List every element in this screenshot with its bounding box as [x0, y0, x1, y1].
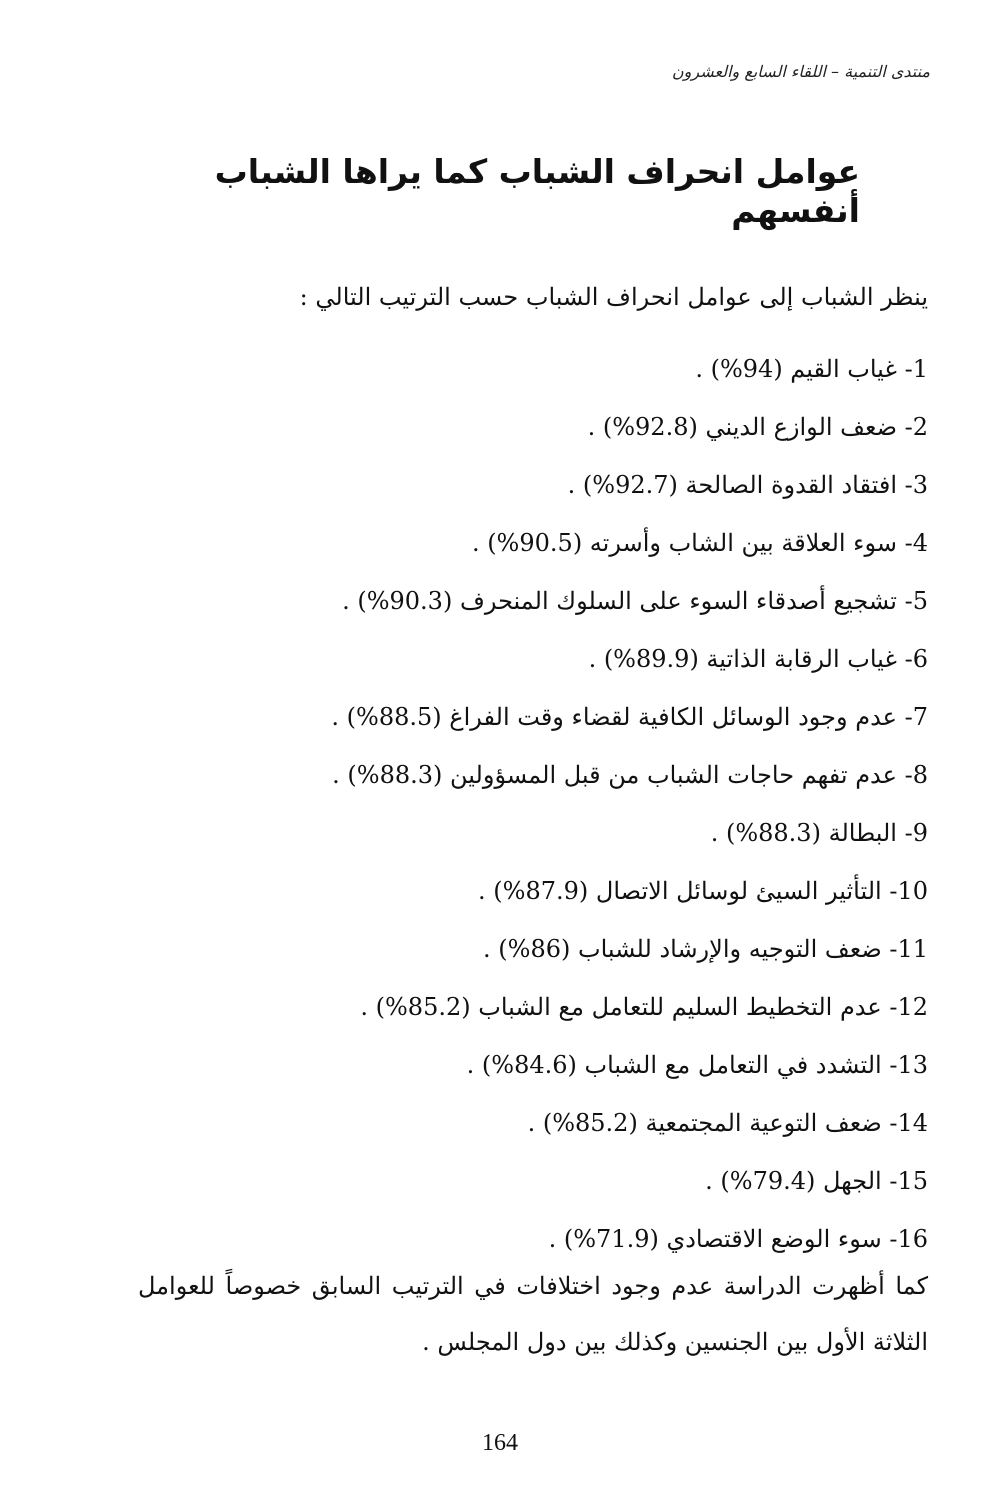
list-item: 5- تشجيع أصدقاء السوء على السلوك المنحرف (90.3%) .	[342, 587, 928, 615]
intro-paragraph: ينظر الشباب إلى عوامل انحراف الشباب حسب الترتيب التالي :	[299, 283, 928, 311]
list-item: 9- البطالة (88.3%) .	[710, 819, 928, 847]
list-item: 3- افتقاد القدوة الصالحة (92.7%) .	[567, 471, 928, 499]
page-number: 164	[482, 1430, 518, 1456]
list-item: 14- ضعف التوعية المجتمعية (85.2%) .	[527, 1109, 928, 1137]
list-item: 6- غياب الرقابة الذاتية (89.9%) .	[588, 645, 928, 673]
page-title: عوامل انحراف الشباب كما يراها الشباب أنفسهم	[214, 152, 860, 230]
list-item: 15- الجهل (79.4%) .	[705, 1167, 928, 1195]
list-item: 8- عدم تفهم حاجات الشباب من قبل المسؤولين (88.3%) .	[332, 761, 928, 789]
list-item: 10- التأثير السيئ لوسائل الاتصال (87.9%) .	[478, 877, 928, 905]
conclusion-paragraph: كما أظهرت الدراسة عدم وجود اختلافات في الترتيب السابق خصوصاً للعوامل الثلاثة الأول بين الجنسين وكذلك بين دول المجلس .	[138, 1272, 928, 1356]
list-item: 16- سوء الوضع الاقتصادي (71.9%) .	[548, 1225, 928, 1253]
factors-list	[188, 340, 928, 1268]
list-item: 4- سوء العلاقة بين الشاب وأسرته (90.5%) .	[471, 529, 928, 557]
list-item: 7- عدم وجود الوسائل الكافية لقضاء وقت الفراغ (88.5%) .	[331, 703, 928, 731]
list-item: 2- ضعف الوازع الديني (92.8%) .	[587, 413, 928, 441]
list-item: 12- عدم التخطيط السليم للتعامل مع الشباب (85.2%) .	[360, 993, 928, 1021]
list-item: 13- التشدد في التعامل مع الشباب (84.6%) .	[466, 1051, 928, 1079]
list-item: 11- ضعف التوجيه والإرشاد للشباب (86%) .	[483, 935, 928, 963]
running-header: منتدى التنمية – اللقاء السابع والعشرون	[671, 62, 930, 81]
list-item: 1- غياب القيم (94%) .	[695, 355, 928, 383]
